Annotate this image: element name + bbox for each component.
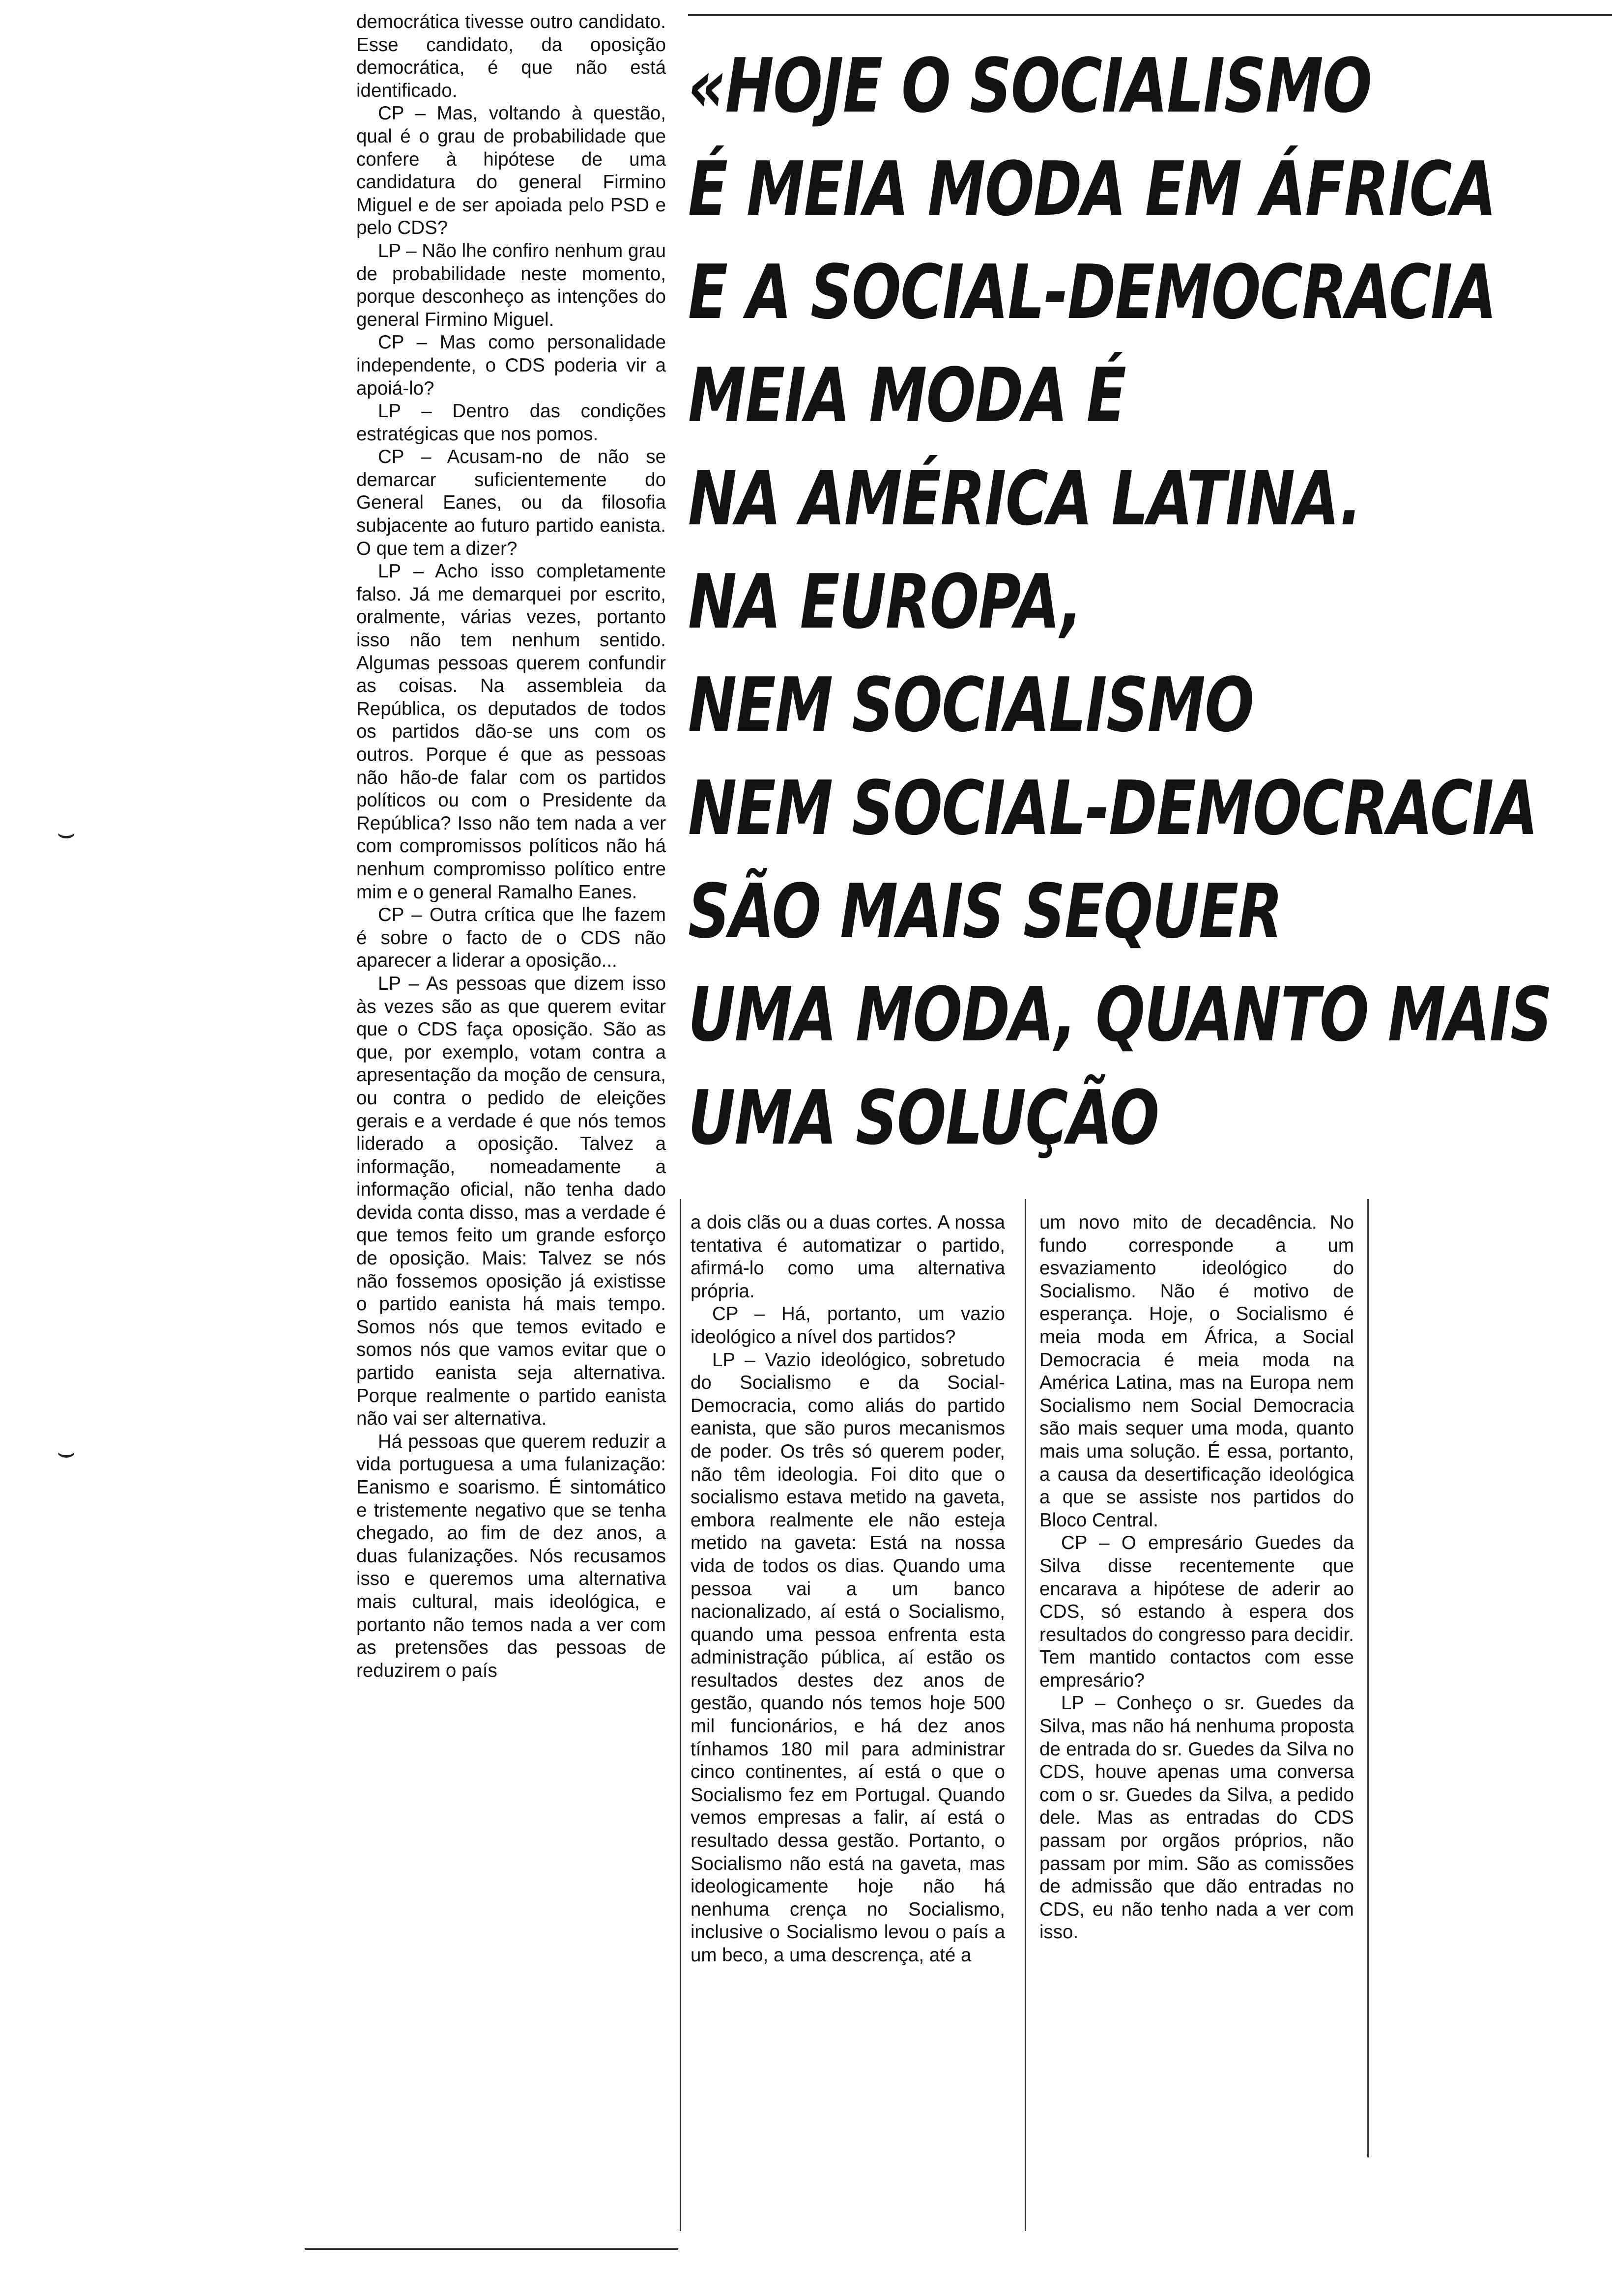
column-divider (1025, 1199, 1026, 2231)
paragraph: LP – As pessoas que dizem isso às vezes são as que querem evitar que o CDS faça oposição. São as que, por exemplo, votam contra a apresentação da moção de censura, ou contra o pedido de eleições gerais e a verdade é que nós temos liderado a oposição. Talvez a informação, nomeadamente a informação oficial, não tenha dado devida conta disso, mas a verdade é que temos feito um grande esforço de oposição. Mais: Talvez se nós não fossemos oposição já existisse o partido eanista há mais tempo. Somos nós que temos evitado e somos nós que vamos evitar que o partido eanista seja alternativa. Porque realmente o partido eanista não vai ser alternativa. (356, 973, 666, 1430)
punch-mark: ⌣ (57, 1435, 76, 1469)
headline (688, 34, 1552, 1170)
headline-line: UMA MODA, QUANTO MAIS (688, 971, 1552, 1058)
top-rule (688, 14, 1612, 16)
paragraph: Há pessoas que querem reduzir a vida portuguesa a uma fulanização: Eanismo e soarismo. É sintomático e tristemente negativo que se tenha chegado, ao fim de dez anos, a duas fulanizações. Nós recusamos isso e queremos uma alternativa mais cultural, mais ideológica, e portanto não temos nada a ver com as pretensões das pessoas de reduzirem o país (356, 1431, 666, 1681)
paragraph: CP – Há, portanto, um vazio ideológico a nível dos partidos? (691, 1303, 1005, 1348)
paragraph: a dois clãs ou a duas cortes. A nossa tentativa é automatizar o partido, afirmá-lo como uma alternativa própria. (691, 1212, 1005, 1302)
headline-line: NEM SOCIALISMO (688, 661, 1254, 748)
punch-mark: ⌣ (57, 816, 76, 850)
paragraph: LP – Conheço o sr. Guedes da Silva, mas não há nenhuma proposta de entrada do sr. Guedes da Silva no CDS, houve apenas uma conversa com o sr. Guedes da Silva, a pedido dele. Mas as entradas do CDS passam por orgãos próprios, não passam por mim. São as comissões de admissão que dão entradas no CDS, eu não tenho nada a ver com isso. (1039, 1693, 1354, 1943)
headline-line: NEM SOCIAL-DEMOCRACIA (688, 765, 1537, 852)
paragraph: LP – Vazio ideológico, sobretudo do Socialismo e da Social-Democracia, como aliás do partido eanista, que são puros mecanismos de poder. Os três só querem poder, não têm ideologia. Foi dito que o socialismo estava metido na gaveta, embora realmente ele não esteja metido na gaveta: Está na nossa vida de todos os dias. Quando uma pessoa vai a um banco nacionalizado, aí está o Socialismo, quando uma pessoa enfrenta esta administração pública, aí estão os resultados destes dez anos de gestão, quando nós temos hoje 500 mil funcionários, e há dez anos tínhamos 180 mil para administrar cinco continentes, aí está o que o Socialismo fez em Portugal. Quando vemos empresas a falir, aí está o resultado dessa gestão. Portanto, o Socialismo não está na gaveta, mas ideologicamente hoje não há nenhuma crença no Socialismo, inclusive o Socialismo levou o país a um beco, a uma descrença, até a (691, 1349, 1005, 1966)
headline-line: É MEIA MODA EM ÁFRICA (688, 145, 1496, 232)
paragraph: LP – Acho isso completamente falso. Já me demarquei por escrito, oralmente, várias vezes, portanto isso não tem nenhum sentido. Algumas pessoas querem confundir as coisas. Na assembleia da República, os deputados de todos os partidos dão-se uns com os outros. Porque é que as pessoas não hão-de falar com os partidos políticos ou com o Presidente da República? Isso não tem nada a ver com compromissos políticos não há nenhum compromisso político entre mim e o general Ramalho Eanes. (356, 561, 666, 903)
paragraph: LP – Não lhe confiro nenhum grau de probabilidade neste momento, porque desconheço as intenções do general Firmino Miguel. (356, 240, 666, 330)
middle-column (691, 1211, 1005, 1967)
headline-line: SÃO MAIS SEQUER (688, 868, 1282, 955)
column-divider (680, 1199, 681, 2231)
paragraph: CP – Mas como personalidade independente, o CDS poderia vir a apoiá-lo? (356, 332, 666, 399)
headline-line: NA EUROPA, (688, 558, 1082, 645)
right-column (1039, 1211, 1354, 1944)
paragraph: CP – Mas, voltando à questão, qual é o grau de probabilidade que confere à hipótese de uma candidatura do general Firmino Miguel e de ser apoiada pelo PSD e pelo CDS? (356, 103, 666, 239)
paragraph: CP – Outra crítica que lhe fazem é sobre o facto de o CDS não aparecer a liderar a oposição... (356, 904, 666, 972)
headline-line: «HOJE O SOCIALISMO (688, 42, 1372, 129)
headline-line: UMA SOLUÇÃO (688, 1074, 1159, 1161)
paragraph: um novo mito de decadência. No fundo corresponde a um esvaziamento ideológico do Socialismo. Não é motivo de esperança. Hoje, o Socialismo é meia moda em África, a Social Democracia é meia moda na América Latina, mas na Europa nem Socialismo nem Social Democracia são mais sequer uma moda, quanto mais uma solução. É essa, portanto, a causa da desertificação ideológica a que se assiste nos partidos do Bloco Central. (1039, 1212, 1354, 1531)
headline-line: NA AMÉRICA LATINA. (688, 455, 1361, 542)
paragraph: CP – O empresário Guedes da Silva disse recentemente que encarava a hipótese de aderir ao CDS, só estando à espera dos resultados do congresso para decidir. Tem mantido contactos com esse empresário? (1039, 1532, 1354, 1691)
headline-line: MEIA MODA É (688, 352, 1126, 439)
headline-line: E A SOCIAL-DEMOCRACIA (688, 249, 1496, 336)
bottom-rule (305, 2248, 678, 2250)
paragraph: LP – Dentro das condições estratégicas que nos pomos. (356, 401, 666, 445)
column-divider (1367, 1199, 1369, 2157)
paragraph: CP – Acusam-no de não se demarcar suficientemente do General Eanes, ou da filosofia subjacente ao futuro partido eanista. O que tem a dizer? (356, 446, 666, 559)
paragraph: democrática tivesse outro candidato. Esse candidato, da oposição democrática, é que não está identificado. (356, 11, 666, 101)
left-column (356, 11, 666, 1682)
